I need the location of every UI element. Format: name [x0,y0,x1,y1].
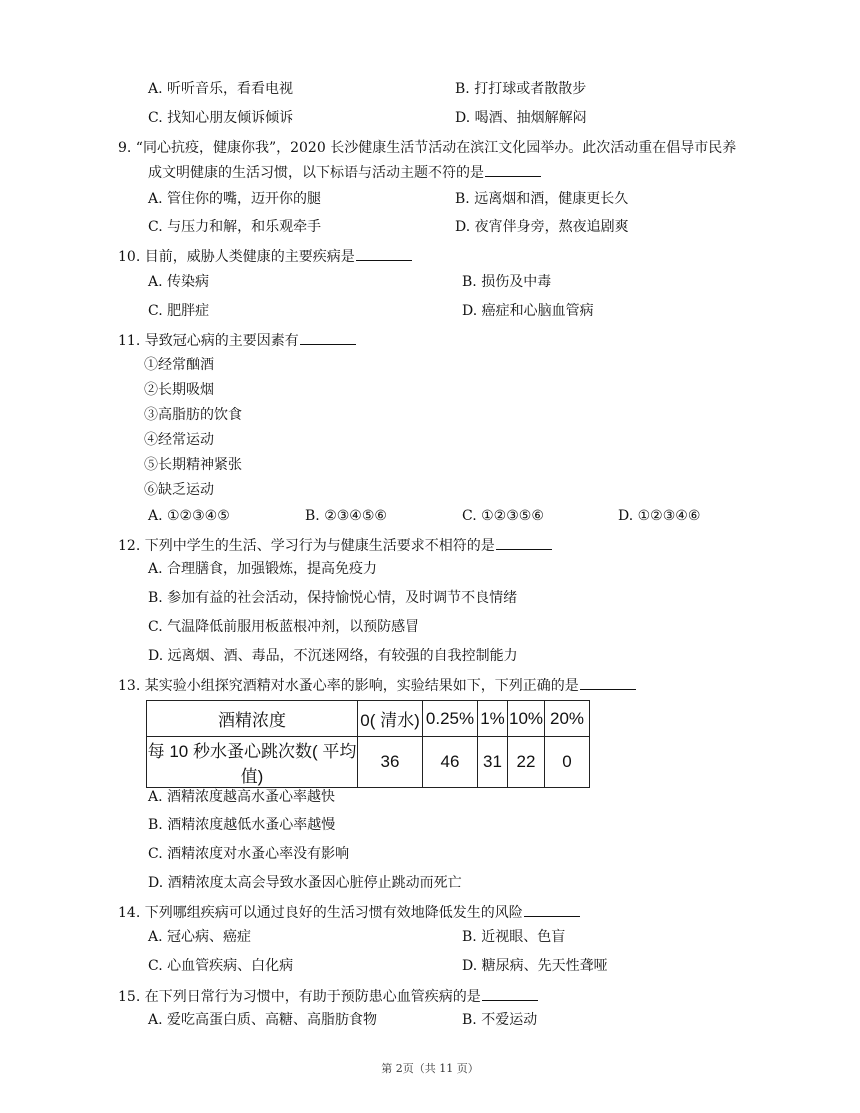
table-cell: 22 [508,737,545,788]
answer-blank [482,987,538,1001]
table-cell: 46 [423,737,478,788]
q12-stem [118,536,552,555]
q10-stem [118,247,412,266]
q14-option-b: B. 近视眼、色盲 [462,929,566,945]
q11-item-6: ⑥缺乏运动 [144,482,214,498]
table-row [147,701,590,737]
q9-option-b: B. 远离烟和酒，健康更长久 [455,191,629,207]
table-cell: 0.25% [423,701,478,737]
q12-option-a: A. 合理膳食，加强锻炼，提高免疫力 [148,561,378,577]
q10-stem-text: 10. 目前，威胁人类健康的主要疾病是 [118,249,355,265]
q15-option-b: B. 不爱运动 [462,1012,538,1028]
q14-stem [118,903,580,922]
q11-option-a: A. ①②③④⑤ [148,508,230,524]
q10-option-b: B. 损伤及中毒 [462,274,552,290]
q10-option-a: A. 传染病 [148,274,210,290]
table-cell: 10% [508,701,545,737]
table-cell: 1% [478,701,508,737]
table-cell: 0( 清水) [358,701,423,737]
q8-option-b: B. 打打球或者散散步 [455,81,587,97]
q11-option-b: B. ②③④⑤⑥ [305,508,387,524]
q9-option-d: D. 夜宵伴身旁，熬夜追剧爽 [455,219,629,235]
table-cell: 20% [545,701,590,737]
q10-option-c: C. 肥胖症 [148,303,210,319]
answer-blank [496,536,552,550]
answer-blank [300,331,356,345]
table-cell: 36 [358,737,423,788]
q11-item-1: ①经常酗酒 [144,357,214,373]
q15-option-a: A. 爱吃高蛋白质、高糖、高脂肪食物 [148,1012,378,1028]
q11-stem-text: 11. 导致冠心病的主要因素有 [118,333,299,349]
q10-option-d: D. 癌症和心脑血管病 [462,303,594,319]
q11-stem [118,331,356,350]
q12-option-d: D. 远离烟、酒、毒品，不沉迷网络，有较强的自我控制能力 [148,648,518,664]
table-cell: 31 [478,737,508,788]
q8-option-a: A. 听听音乐，看看电视 [148,81,294,97]
q11-item-2: ②长期吸烟 [144,382,214,398]
answer-blank [580,676,636,690]
q9-stem-line1: 9. “同心抗疫，健康你我”，2020 长沙健康生活节活动在滨江文化园举办。此次活动重在倡导市民养 [118,140,737,156]
q13-stem [118,676,636,695]
table-header-heartbeats: 每 10 秒水蚤心跳次数( 平均值) [147,737,358,788]
q14-option-c: C. 心血管疾病、白化病 [148,958,294,974]
q14-stem-text: 14. 下列哪组疾病可以通过良好的生活习惯有效地降低发生的风险 [118,905,523,921]
table-cell: 0 [545,737,590,788]
q11-option-c: C. ①②③⑤⑥ [462,508,544,524]
q13-option-a: A. 酒精浓度越高水蚤心率越快 [148,789,336,805]
q15-stem [118,987,538,1006]
page-number-footer: 第 2页（共 11 页） [381,1062,479,1075]
answer-blank [356,247,412,261]
q11-option-d: D. ①②③④⑥ [618,508,701,524]
q11-item-3: ③高脂肪的饮食 [144,407,242,423]
q13-option-d: D. 酒精浓度太高会导致水蚤因心脏停止跳动而死亡 [148,875,462,891]
q13-option-c: C. 酒精浓度对水蚤心率没有影响 [148,846,350,862]
answer-blank [485,163,541,177]
q9-option-c: C. 与压力和解，和乐观牵手 [148,219,322,235]
q8-option-d: D. 喝酒、抽烟解解闷 [455,110,587,126]
q12-option-c: C. 气温降低前服用板蓝根冲剂，以预防感冒 [148,619,420,635]
q15-stem-text: 15. 在下列日常行为习惯中，有助于预防患心血管疾病的是 [118,989,481,1005]
table-header-concentration: 酒精浓度 [147,701,358,737]
q8-option-c: C. 找知心朋友倾诉倾诉 [148,110,294,126]
q12-option-b: B. 参加有益的社会活动，保持愉悦心情，及时调节不良情绪 [148,590,518,606]
answer-blank [524,903,580,917]
data-table [146,700,590,788]
q12-stem-text: 12. 下列中学生的生活、学习行为与健康生活要求不相符的是 [118,538,495,554]
q13-option-b: B. 酒精浓度越低水蚤心率越慢 [148,817,336,833]
q13-stem-text: 13. 某实验小组探究酒精对水蚤心率的影响，实验结果如下，下列正确的是 [118,678,579,694]
q9-option-a: A. 管住你的嘴，迈开你的腿 [148,191,322,207]
q9-stem-line2 [148,163,541,182]
q11-item-4: ④经常运动 [144,432,214,448]
q14-option-a: A. 冠心病、癌症 [148,929,252,945]
q11-item-5: ⑤长期精神紧张 [144,457,242,473]
table-row [147,737,590,788]
q14-option-d: D. 糖尿病、先天性聋哑 [462,958,608,974]
q9-stem-text: 成文明健康的生活习惯，以下标语与活动主题不符的是 [148,165,484,181]
